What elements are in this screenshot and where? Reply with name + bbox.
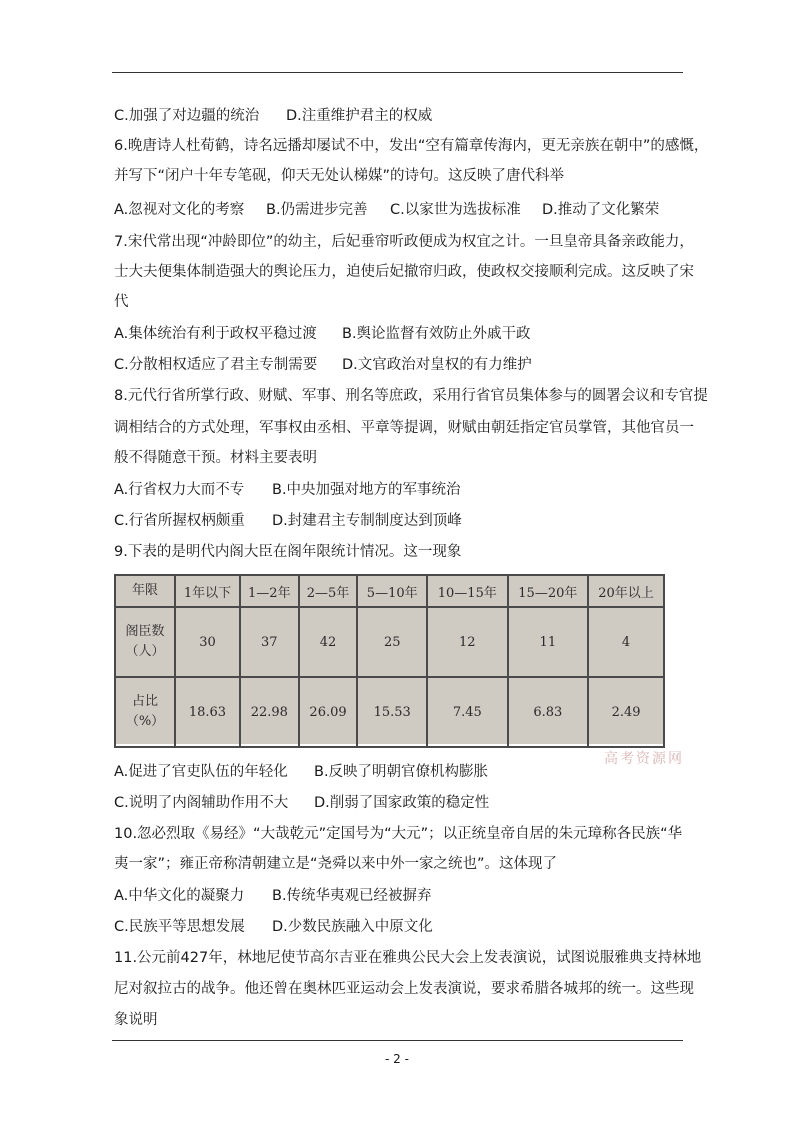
q10-option-d: D.少数民族融入中原文化: [272, 919, 433, 935]
table-cell: 22.98: [240, 677, 299, 747]
row-label-line: 阁臣数: [125, 624, 165, 639]
table-cell: 7.45: [427, 677, 508, 747]
q10-option-a: A.中华文化的凝聚力: [114, 888, 245, 904]
row-label-unit: （%）: [125, 714, 165, 729]
q9-option-b: B.反映了明朝官僚机构膨胀: [314, 764, 489, 780]
table-row: [115, 677, 664, 747]
q7-option-a: A.集体统治有利于政权平稳过渡: [114, 326, 317, 342]
tenure-statistics-table: [114, 574, 665, 748]
q9-option-c: C.说明了内阁辅助作用不大: [114, 795, 289, 811]
page-number: - 2 -: [385, 1052, 409, 1066]
q6-stem-line-2: 并写下“闭户十年专笔砚，仰天无处认梯媒”的诗句。这反映了唐代科举: [114, 168, 565, 184]
q8-stem-line-1: 8.元代行省所掌行政、财赋、军事、刑名等庶政，采用行省官员集体参与的圆署会议和专官提: [114, 388, 708, 404]
header-cell: 年限: [115, 575, 175, 607]
q6-option-a: A.忽视对文化的考察: [114, 202, 245, 218]
q10-option-c: C.民族平等思想发展: [114, 919, 245, 935]
q8-option-d: D.封建君主专制制度达到顶峰: [272, 513, 462, 529]
table-cell: 26.09: [299, 677, 358, 747]
q9-option-a: A.促进了官吏队伍的年轻化: [114, 764, 288, 780]
q9-option-d: D.削弱了国家政策的稳定性: [314, 795, 490, 811]
table-cell: 2.49: [588, 677, 664, 747]
header-cell: 15—20年: [508, 575, 589, 607]
table-cell: 6.83: [508, 677, 589, 747]
row-label-line: 占比: [131, 694, 158, 709]
q8-stem-line-2: 调相结合的方式处理，军事权由丞相、平章等提调，财赋由朝廷指定官员掌管，其他官员一: [114, 420, 694, 436]
table-row: [115, 607, 664, 677]
q6-option-d: D.推动了文化繁荣: [542, 202, 660, 218]
q10-option-b: B.传统华夷观已经被摒弃: [272, 888, 432, 904]
header-cell: 1—2年: [240, 575, 299, 607]
q11-stem-line-2: 尼对叙拉古的战争。他还曾在奥林匹亚运动会上发表演说，要求希腊各城邦的统一。这些现: [114, 981, 694, 997]
table-cell: 15.53: [357, 677, 427, 747]
q6-option-b: B.仍需进步完善: [266, 202, 368, 218]
table-cell: 11: [508, 607, 589, 677]
watermark-text: 高考资源网: [604, 751, 684, 767]
q8-stem-line-3: 般不得随意干预。材料主要表明: [114, 450, 317, 466]
q9-stem-line-1: 9.下表的是明代内阁大臣在阁年限统计情况。这一现象: [114, 544, 462, 560]
q7-option-b: B.舆论监督有效防止外戚干政: [342, 326, 531, 342]
q7-stem-line-1: 7.宋代常出现“冲龄即位”的幼主，后妃垂帘听政便成为权宜之计。一旦皇帝具备亲政能力，: [114, 234, 694, 250]
table-cell: 25: [357, 607, 427, 677]
header-cell: 5—10年: [357, 575, 427, 607]
q10-stem-line-1: 10.忽必烈取《易经》“大哉乾元”定国号为“大元”；以正统皇帝自居的朱元璋称各民族“华: [114, 826, 683, 842]
table-cell: 12: [427, 607, 508, 677]
q8-option-a: A.行省权力大而不专: [114, 482, 245, 498]
header-cell: 2—5年: [299, 575, 358, 607]
row-label-unit: （人）: [125, 644, 165, 659]
header-cell: 10—15年: [427, 575, 508, 607]
table-header-row: [115, 575, 664, 607]
table-cell: 4: [588, 607, 664, 677]
table-cell: 37: [240, 607, 299, 677]
footer-rule: [112, 1040, 683, 1041]
q7-stem-line-2: 士大夫便集体制造强大的舆论压力，迫使后妃撤帘归政，使政权交接顺利完成。这反映了宋: [114, 264, 694, 280]
q7-stem-line-3: 代: [114, 294, 129, 310]
q5-option-c: C.加强了对边疆的统治: [114, 108, 260, 124]
q11-stem-line-3: 象说明: [114, 1012, 158, 1028]
header-cell: 20年以上: [588, 575, 664, 607]
q5-option-d: D.注重维护君主的权威: [286, 108, 433, 124]
q8-option-c: C.行省所握权柄颇重: [114, 513, 245, 529]
table-cell: 18.63: [175, 677, 240, 747]
header-rule: [112, 72, 683, 73]
q7-option-c: C.分散相权适应了君主专制需要: [114, 357, 318, 373]
q11-stem-line-1: 11.公元前427年，林地尼使节高尔吉亚在雅典公民大会上发表演说，试图说服雅典支持林地: [114, 950, 702, 966]
q7-option-d: D.文官政治对皇权的有力维护: [342, 357, 532, 373]
table-cell: 30: [175, 607, 240, 677]
q8-option-b: B.中央加强对地方的军事统治: [272, 482, 461, 498]
row-label: [115, 607, 175, 677]
row-label: [115, 677, 175, 747]
header-cell: 1年以下: [175, 575, 240, 607]
cabinet-tenure-table: [114, 574, 665, 744]
q6-stem-line-1: 6.晚唐诗人杜荀鹤，诗名远播却屡试不中，发出“空有篇章传海内，更无亲族在朝中”的感慨，: [114, 138, 709, 154]
q6-option-c: C.以家世为选拔标准: [390, 202, 521, 218]
table-cell: 42: [299, 607, 358, 677]
q10-stem-line-2: 夷一家”；雍正帝称清朝建立是“尧舜以来中外一家之统也”。这体现了: [114, 856, 558, 872]
